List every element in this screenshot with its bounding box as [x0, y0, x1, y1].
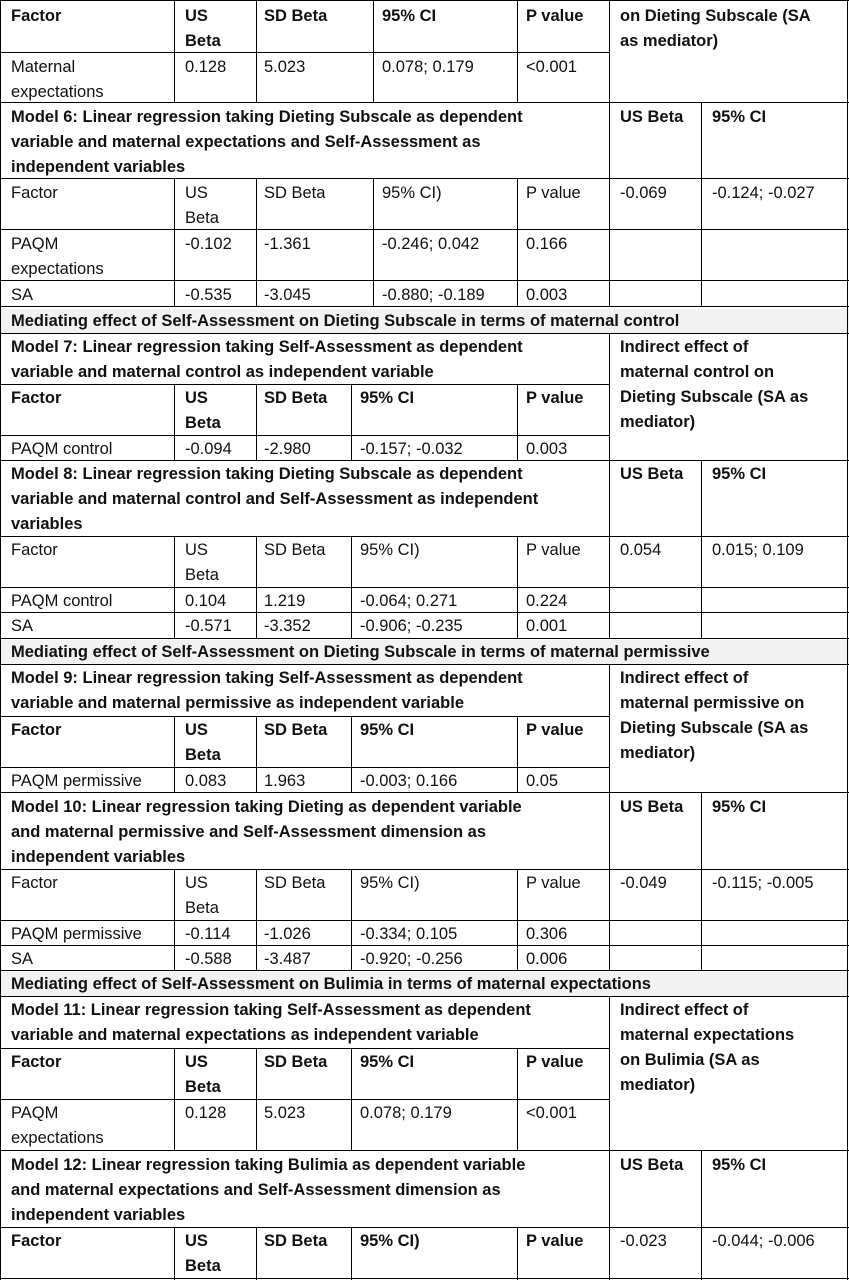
model6-hdr-ci: 95% CI): [382, 184, 442, 202]
model6-hdr-factor: Factor: [11, 184, 58, 202]
model12-hdr-ci: 95% CI): [360, 1232, 420, 1250]
model8-row2-sd: -3.352: [264, 617, 311, 635]
rule: [174, 716, 175, 792]
model11-title-1: Model 11: Linear regression taking Self-Assessment as dependent: [11, 1001, 531, 1019]
model7-indirect-4: mediator): [620, 413, 696, 431]
model11-hdr-sd: SD Beta: [264, 1053, 328, 1071]
model12-title-3: independent variables: [11, 1206, 186, 1224]
rule: [0, 229, 849, 230]
rule: [701, 792, 702, 970]
model10-hdr-beta: Beta: [185, 899, 219, 917]
model9-indirect-4: mediator): [620, 744, 696, 762]
model11-indirect-2: maternal expectations: [620, 1026, 795, 1044]
rule: [517, 384, 518, 460]
model10-row2-us: -0.588: [185, 950, 232, 968]
model6-title-2: variable and maternal expectations and Self-Assessment as: [11, 133, 481, 151]
row-maternal-sd: 5.023: [264, 58, 306, 76]
model11-hdr-p: P value: [526, 1053, 584, 1071]
rule: [0, 102, 849, 103]
model8-row1-p: 0.224: [526, 592, 568, 610]
model10-ci-header: 95% CI: [712, 798, 767, 816]
model11-row-ci: 0.078; 0.179: [360, 1104, 452, 1122]
model12-indirect-us: -0.023: [620, 1232, 667, 1250]
model11-row-sd: 5.023: [264, 1104, 306, 1122]
rule: [0, 970, 849, 971]
model10-hdr-us: US: [185, 874, 208, 892]
model12-indirect-ci: -0.044; -0.006: [712, 1232, 815, 1250]
rule: [517, 0, 518, 102]
row-maternal-factor-2: expectations: [11, 83, 104, 101]
model7-hdr-ci: 95% CI: [360, 389, 415, 407]
border-left: [0, 0, 1, 1280]
rule: [609, 0, 610, 102]
model10-title-1: Model 10: Linear regression taking Dieting as dependent variable: [11, 798, 522, 816]
model9-hdr-beta: Beta: [185, 746, 221, 764]
model10-indirect-ci: -0.115; -0.005: [712, 874, 814, 892]
model6-row1-p: 0.166: [526, 235, 568, 253]
model9-row-factor: PAQM permissive: [11, 772, 142, 790]
model7-indirect-3: Dieting Subscale (SA as: [620, 388, 809, 406]
model8-row2-p: 0.001: [526, 617, 568, 635]
model9-indirect-1: Indirect effect of: [620, 669, 749, 687]
model9-row-us: 0.083: [185, 772, 227, 790]
rule: [174, 0, 175, 102]
model8-row2-ci: -0.906; -0.235: [360, 617, 463, 635]
model10-title-2: and maternal permissive and Self-Assessment dimension as: [11, 823, 487, 841]
row-maternal-factor-1: Maternal: [11, 58, 76, 76]
model9-indirect-2: maternal permissive on: [620, 694, 805, 712]
rule: [174, 1048, 175, 1150]
model8-title-3: variables: [11, 515, 83, 533]
model10-row1-us: -0.114: [185, 925, 231, 943]
model10-hdr-p: P value: [526, 874, 581, 892]
model6-title-1: Model 6: Linear regression taking Dieting Subscale as dependent: [11, 108, 523, 126]
model7-indirect-1: Indirect effect of: [620, 338, 749, 356]
model9-hdr-factor: Factor: [11, 721, 62, 739]
model9-hdr-us: US: [185, 721, 208, 739]
model8-indirect-ci: 0.015; 0.109: [712, 541, 804, 559]
model7-row-p: 0.003: [526, 440, 568, 458]
model10-row1-p: 0.306: [526, 925, 568, 943]
model8-hdr-beta: Beta: [185, 566, 219, 584]
model8-indirect-us: 0.054: [620, 541, 662, 559]
model12-hdr-factor: Factor: [11, 1232, 62, 1250]
model11-row-factor-1: PAQM: [11, 1104, 59, 1122]
model10-title-3: independent variables: [11, 848, 186, 866]
rule: [609, 996, 610, 1150]
model9-title-1: Model 9: Linear regression taking Self-Assessment as dependent: [11, 669, 523, 687]
rule: [0, 869, 849, 870]
header-beta: Beta: [185, 32, 221, 50]
model8-row1-ci: -0.064; 0.271: [360, 592, 458, 610]
model6-hdr-beta: Beta: [185, 209, 219, 227]
rule: [517, 1227, 518, 1280]
rule: [609, 333, 610, 460]
model7-title-1: Model 7: Linear regression taking Self-Assessment as dependent: [11, 338, 523, 356]
rule: [256, 0, 257, 102]
rule: [0, 612, 849, 613]
model8-row1-factor: PAQM control: [11, 592, 113, 610]
rule: [256, 869, 257, 970]
section-title-permissive: Mediating effect of Self-Assessment on Dieting Subscale in terms of maternal permissive: [11, 643, 710, 661]
model10-row2-p: 0.006: [526, 950, 568, 968]
model10-hdr-factor: Factor: [11, 874, 58, 892]
header-p: P value: [526, 7, 584, 25]
rule: [517, 869, 518, 970]
model6-row2-factor: SA: [11, 286, 34, 304]
model11-row-p: <0.001: [526, 1104, 577, 1122]
model9-row-ci: -0.003; 0.166: [360, 772, 458, 790]
model7-hdr-beta: Beta: [185, 414, 221, 432]
model8-us-beta-header: US Beta: [620, 465, 684, 483]
model8-row1-sd: 1.219: [264, 592, 306, 610]
model8-ci-header: 95% CI: [712, 465, 767, 483]
section-title-control: Mediating effect of Self-Assessment on Dieting Subscale in terms of maternal control: [11, 312, 680, 330]
row-maternal-ci: 0.078; 0.179: [382, 58, 474, 76]
model12-title-2: and maternal expectations and Self-Assessment dimension as: [11, 1181, 501, 1199]
rule: [0, 587, 849, 588]
model6-row1-factor-2: expectations: [11, 260, 104, 278]
model8-hdr-us: US: [185, 541, 208, 559]
rule: [351, 869, 352, 970]
header-us: US: [185, 7, 208, 25]
model9-row-sd: 1.963: [264, 772, 306, 790]
model10-hdr-ci: 95% CI): [360, 874, 420, 892]
rule: [701, 460, 702, 638]
model6-indirect-us: -0.069: [620, 184, 667, 202]
rule: [701, 1150, 702, 1280]
model6-hdr-p: P value: [526, 184, 581, 202]
model6-indirect-ci: -0.124; -0.027: [712, 184, 815, 202]
rule: [0, 1227, 849, 1228]
model11-hdr-us: US: [185, 1053, 208, 1071]
model10-row2-factor: SA: [11, 950, 34, 968]
rule: [0, 920, 849, 921]
model6-row1-sd: -1.361: [264, 235, 311, 253]
rule: [0, 460, 849, 461]
rule: [517, 536, 518, 638]
row-maternal-p: <0.001: [526, 58, 577, 76]
model11-indirect-1: Indirect effect of: [620, 1001, 749, 1019]
model8-row1-us: 0.104: [185, 592, 227, 610]
model9-hdr-ci: 95% CI: [360, 721, 415, 739]
border-bottom: [0, 1278, 849, 1279]
rule: [0, 280, 849, 281]
rule: [701, 102, 702, 306]
model12-ci-header: 95% CI: [712, 1156, 767, 1174]
rule: [609, 460, 610, 638]
rule: [373, 0, 374, 102]
model7-title-2: variable and maternal control as independent variable: [11, 363, 434, 381]
rule: [0, 664, 849, 665]
model8-hdr-p: P value: [526, 541, 581, 559]
model9-hdr-sd: SD Beta: [264, 721, 328, 739]
model7-hdr-p: P value: [526, 389, 584, 407]
model6-us-beta-header: US Beta: [620, 108, 684, 126]
model7-hdr-factor: Factor: [11, 389, 62, 407]
model8-title-1: Model 8: Linear regression taking Dieting Subscale as dependent: [11, 465, 523, 483]
rule: [0, 996, 849, 997]
model12-hdr-p: P value: [526, 1232, 584, 1250]
rule: [174, 178, 175, 306]
model6-row1-factor-1: PAQM: [11, 235, 59, 253]
model10-row1-sd: -1.026: [264, 925, 311, 943]
model6-hdr-us: US: [185, 184, 208, 202]
rule: [351, 536, 352, 638]
model8-row2-factor: SA: [11, 617, 34, 635]
model10-row2-sd: -3.487: [264, 950, 311, 968]
rule: [0, 306, 849, 307]
model7-row-us: -0.094: [185, 440, 232, 458]
model9-row-p: 0.05: [526, 772, 559, 790]
rule: [256, 716, 257, 792]
rule: [0, 638, 849, 639]
model6-row2-ci: -0.880; -0.189: [382, 286, 485, 304]
model11-row-us: 0.128: [185, 1104, 227, 1122]
rule: [256, 1048, 257, 1150]
model8-hdr-ci: 95% CI): [360, 541, 420, 559]
model12-hdr-us: US: [185, 1232, 208, 1250]
model7-indirect-2: maternal control on: [620, 363, 775, 381]
rule: [373, 178, 374, 306]
rule: [256, 384, 257, 460]
rule: [609, 1150, 610, 1280]
rule: [351, 716, 352, 792]
rule: [174, 869, 175, 970]
header-sd-beta: SD Beta: [264, 7, 328, 25]
border-top: [0, 0, 849, 1]
model6-row1-us: -0.102: [185, 235, 232, 253]
header-factor: Factor: [11, 7, 62, 25]
rule: [609, 664, 610, 792]
rule: [0, 178, 849, 179]
model8-hdr-sd: SD Beta: [264, 541, 326, 559]
model9-hdr-p: P value: [526, 721, 584, 739]
model7-row-ci: -0.157; -0.032: [360, 440, 463, 458]
model11-title-2: variable and maternal expectations as independent variable: [11, 1026, 479, 1044]
model11-hdr-ci: 95% CI: [360, 1053, 415, 1071]
model11-row-factor-2: expectations: [11, 1129, 104, 1147]
model8-title-2: variable and maternal control and Self-Assessment as independent: [11, 490, 539, 508]
model6-title-3: independent variables: [11, 158, 186, 176]
rule: [351, 1227, 352, 1280]
rule: [0, 536, 849, 537]
model11-hdr-beta: Beta: [185, 1078, 221, 1096]
model6-row2-us: -0.535: [185, 286, 232, 304]
model11-hdr-factor: Factor: [11, 1053, 62, 1071]
rule: [256, 178, 257, 306]
rule: [517, 178, 518, 306]
rule: [256, 1227, 257, 1280]
model10-row2-ci: -0.920; -0.256: [360, 950, 463, 968]
model10-us-beta-header: US Beta: [620, 798, 684, 816]
rule: [609, 792, 610, 970]
rule: [0, 945, 849, 946]
rule: [0, 1150, 849, 1151]
model9-indirect-3: Dieting Subscale (SA as: [620, 719, 809, 737]
rule: [0, 792, 849, 793]
header-ci: 95% CI: [382, 7, 437, 25]
model11-indirect-4: mediator): [620, 1076, 696, 1094]
rule: [256, 536, 257, 638]
row-maternal-us: 0.128: [185, 58, 227, 76]
indirect-label-cont-2: as mediator): [620, 32, 719, 50]
model8-hdr-factor: Factor: [11, 541, 58, 559]
model6-ci-header: 95% CI: [712, 108, 767, 126]
rule: [351, 1048, 352, 1150]
model12-us-beta-header: US Beta: [620, 1156, 684, 1174]
model10-row1-ci: -0.334; 0.105: [360, 925, 458, 943]
model10-row1-factor: PAQM permissive: [11, 925, 142, 943]
model12-title-1: Model 12: Linear regression taking Bulimia as dependent variable: [11, 1156, 526, 1174]
model12-hdr-sd: SD Beta: [264, 1232, 328, 1250]
model6-row2-sd: -3.045: [264, 286, 311, 304]
model12-hdr-beta: Beta: [185, 1257, 221, 1275]
border-right: [847, 0, 848, 1280]
model10-hdr-sd: SD Beta: [264, 874, 326, 892]
rule: [0, 333, 849, 334]
section-title-bulimia: Mediating effect of Self-Assessment on Bulimia in terms of maternal expectations: [11, 975, 651, 993]
rule: [517, 716, 518, 792]
rule: [517, 1048, 518, 1150]
rule: [351, 384, 352, 460]
model6-row2-p: 0.003: [526, 286, 568, 304]
model7-hdr-us: US: [185, 389, 208, 407]
rule: [174, 536, 175, 638]
model7-hdr-sd: SD Beta: [264, 389, 328, 407]
model9-title-2: variable and maternal permissive as independent variable: [11, 694, 465, 712]
model6-hdr-sd: SD Beta: [264, 184, 326, 202]
model7-row-factor: PAQM control: [11, 440, 113, 458]
rule: [174, 384, 175, 460]
model7-row-sd: -2.980: [264, 440, 311, 458]
model10-indirect-us: -0.049: [620, 874, 667, 892]
model6-row1-ci: -0.246; 0.042: [382, 235, 480, 253]
rule: [174, 1227, 175, 1280]
model11-indirect-3: on Bulimia (SA as: [620, 1051, 760, 1069]
rule: [609, 102, 610, 306]
indirect-label-cont-1: on Dieting Subscale (SA: [620, 7, 811, 25]
model8-row2-us: -0.571: [185, 617, 232, 635]
